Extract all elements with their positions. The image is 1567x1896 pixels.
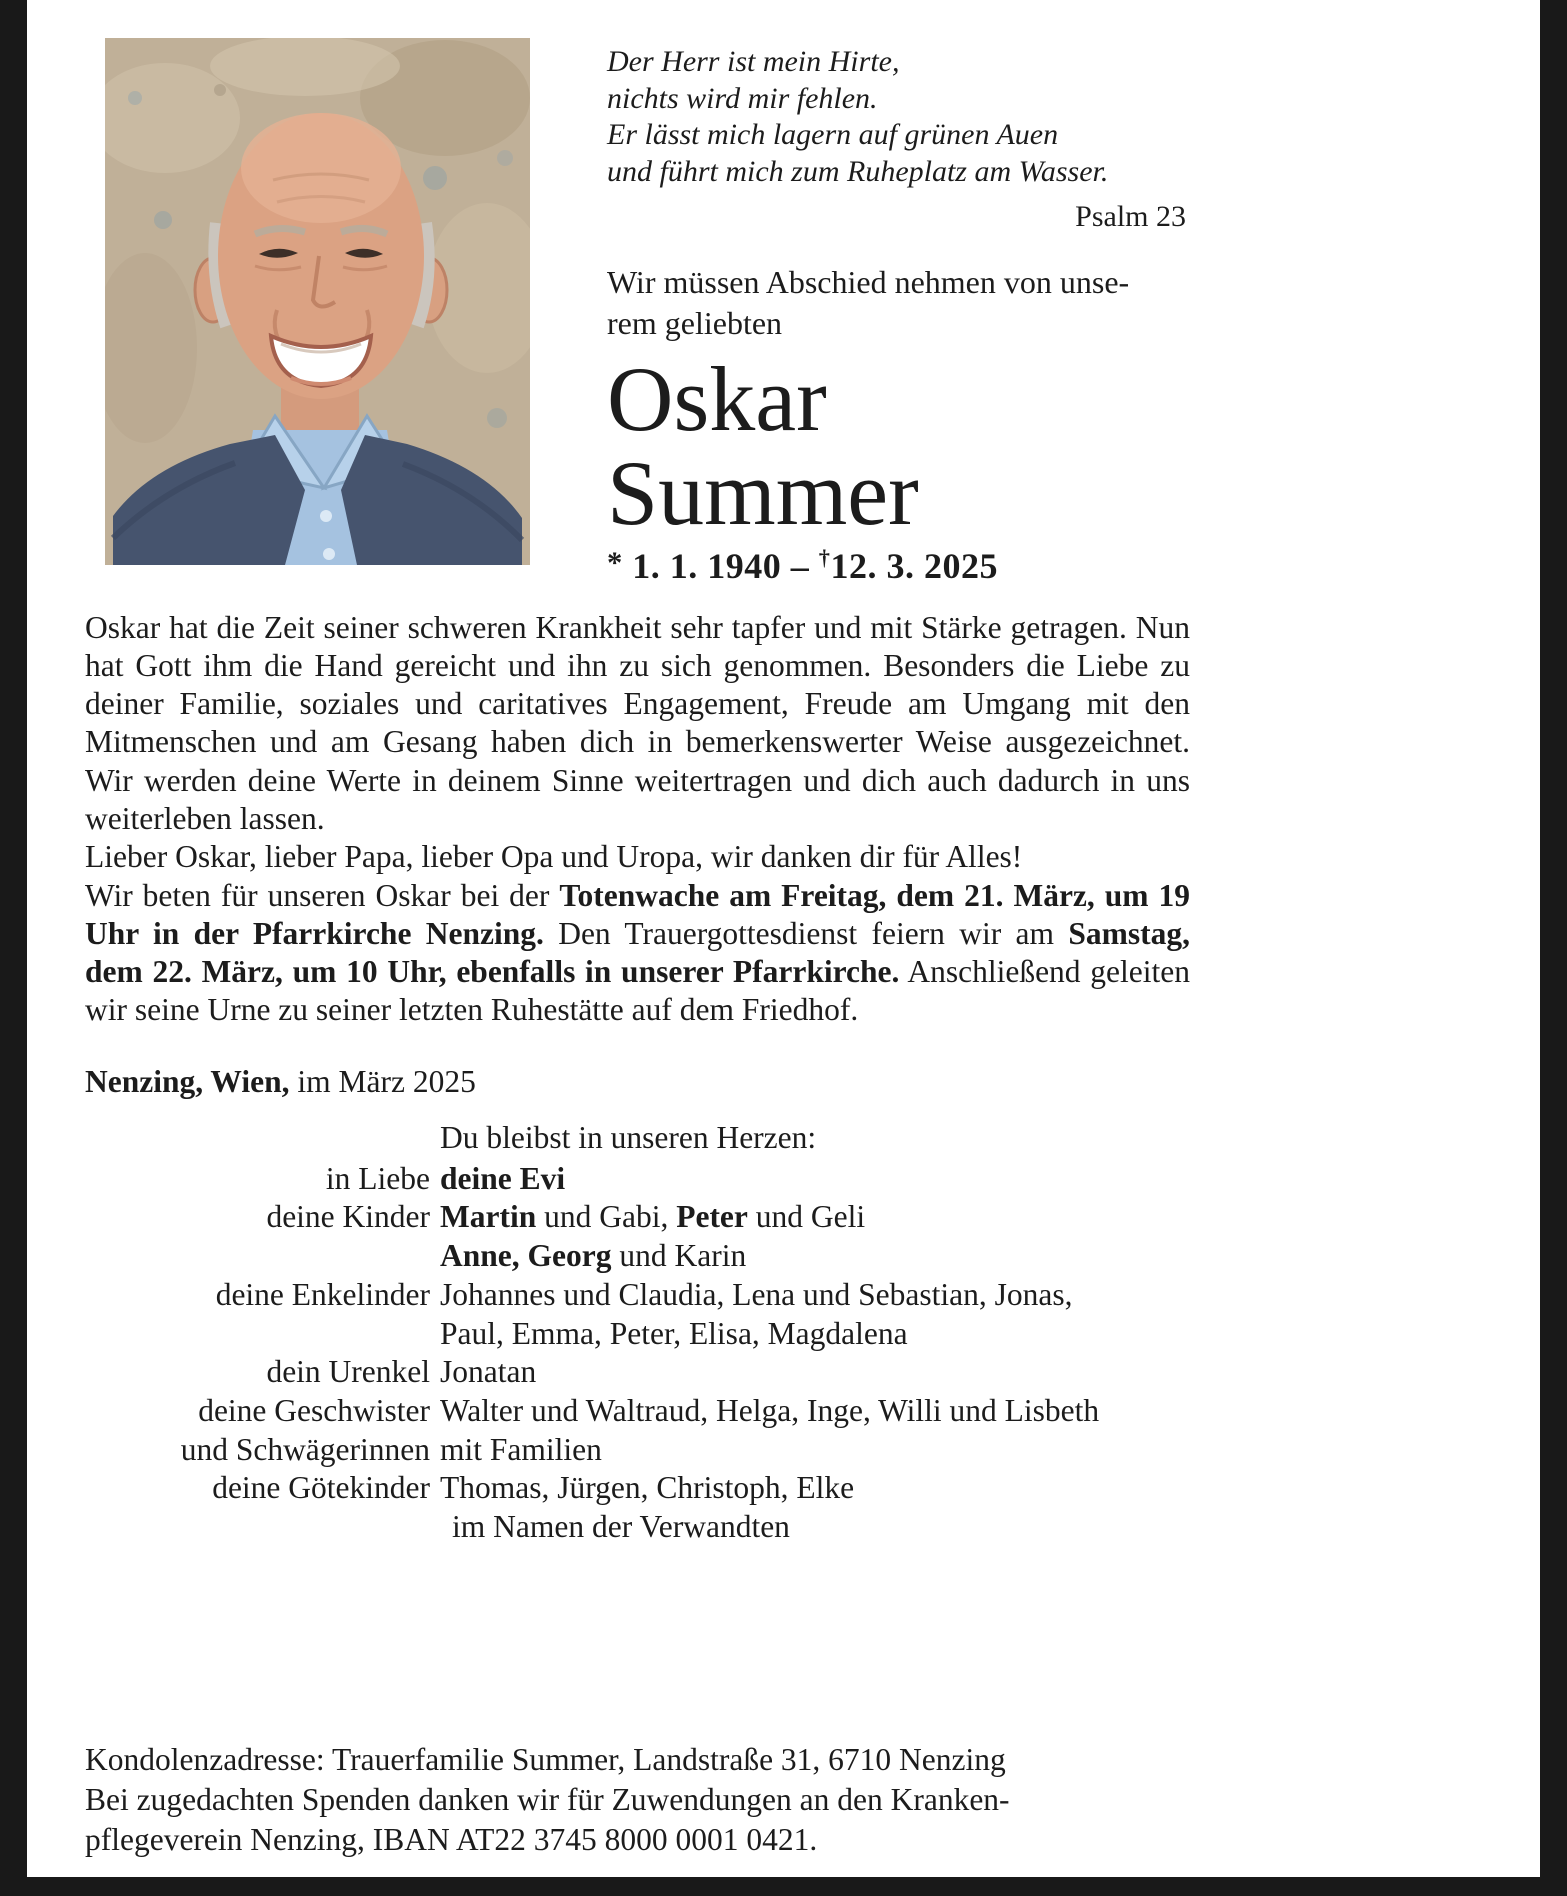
psalm-line: nichts wird mir fehlen. <box>607 81 878 115</box>
birth-symbol: * <box>607 545 623 580</box>
death-date: 12. 3. 2025 <box>830 545 998 586</box>
black-frame-bottom <box>0 1877 1567 1896</box>
remembrance-heading: Du bleibst in unseren Herzen: <box>440 1119 817 1155</box>
family-names: Jonatan <box>440 1354 537 1390</box>
footer-line: pflegeverein Nenzing, IBAN AT22 3745 8000 0001 0421. <box>85 1822 818 1857</box>
family-row <box>85 1469 1190 1508</box>
deceased-name <box>607 348 1190 544</box>
family-row <box>85 1315 1190 1354</box>
family-role-label: deine Enkelinder <box>215 1276 430 1312</box>
family-list <box>85 1160 1190 1509</box>
family-names: Johannes und Claudia, Lena und Sebastian, Jonas, <box>440 1276 1073 1312</box>
header-text-column <box>607 38 1190 587</box>
obituary-paragraph: Oskar hat die Zeit seiner schweren Krankheit sehr tapfer und mit Stärke getragen. Nun hat Gott ihm die Hand gereicht und ihn zu sich genommen. Besonders die Liebe zu deiner Familie, soziales und caritatives Engagement, Freude am Umgang mit den Mitmenschen und am Gesang haben dich in bemerkenswerter Weise ausgezeichnet. Wir werden deine Werte in deinem Sinne weitertragen und dich auch dadurch in uns weiterleben lassen. <box>85 609 1190 836</box>
intro-text <box>607 262 1190 343</box>
family-row <box>85 1276 1190 1315</box>
family-role-label: deine Kinder <box>266 1199 430 1235</box>
family-role-label <box>85 1237 430 1276</box>
family-row <box>85 1198 1190 1237</box>
family-row <box>85 1237 1190 1276</box>
psalm-line: Der Herr ist mein Hirte, <box>607 45 900 78</box>
condolence-footer <box>85 1740 1190 1860</box>
header-section <box>85 38 1190 587</box>
footer-line: Kondolenzadresse: Trauerfamilie Summer, Landstraße 31, 6710 Nenzing <box>85 1742 1006 1777</box>
family-row <box>85 1353 1190 1392</box>
family-row <box>85 1431 1190 1470</box>
black-frame-right <box>1540 0 1567 1896</box>
deceased-last-name: Summer <box>607 441 919 544</box>
life-dates <box>607 545 1190 587</box>
family-names: Martin und Gabi, Peter und Geli <box>440 1199 866 1235</box>
psalm-verse <box>607 44 1190 190</box>
portrait-photo-illustration <box>105 38 530 565</box>
family-role-label: deine Götekinder <box>212 1470 430 1506</box>
closing-line: im Namen der Verwandten <box>452 1509 790 1545</box>
family-names: Walter und Waltraud, Helga, Inge, Willi und Lisbeth <box>440 1392 1100 1428</box>
death-symbol: † <box>818 544 831 570</box>
black-frame-left <box>0 0 27 1896</box>
family-role-label: und Schwägerinnen <box>180 1431 430 1467</box>
intro-line: rem geliebten <box>607 304 783 341</box>
family-role-label: dein Urenkel <box>266 1354 430 1390</box>
family-names: Anne, Georg und Karin <box>440 1238 747 1274</box>
family-names: Thomas, Jürgen, Christoph, Elke <box>440 1470 855 1506</box>
dateline: Nenzing, Wien, im März 2025 <box>85 1063 476 1099</box>
family-names: deine Evi <box>440 1160 566 1196</box>
deceased-first-name: Oskar <box>607 348 827 450</box>
family-names: Paul, Emma, Peter, Elisa, Magdalena <box>440 1315 908 1351</box>
family-names: mit Familien <box>440 1431 602 1467</box>
portrait-photo <box>105 38 530 565</box>
psalm-line: Er lässt mich lagern auf grünen Auen <box>607 118 1059 152</box>
family-role-label: deine Geschwister <box>198 1392 430 1428</box>
psalm-attribution: Psalm 23 <box>1075 200 1186 234</box>
service-paragraph: Wir beten für unseren Oskar bei der Totenwache am Freitag, dem 21. März, um 19 Uhr in der Pfarrkirche Nenzing. Den Trauergottesdienst feiern wir am Samstag, dem 22. März, um 10 Uhr, ebenfalls in unserer Pfarrkirche. Anschließend geleiten wir seine Urne zu seiner letzten Ruhestätte auf dem Friedhof. <box>85 877 1190 1028</box>
intro-line: Wir müssen Abschied nehmen von unse- <box>607 264 1130 301</box>
family-role-label: in Liebe <box>325 1160 430 1196</box>
footer-line: Bei zugedachten Spenden danken wir für Zuwendungen an den Kranken- <box>85 1782 1010 1817</box>
obituary-body <box>85 609 1190 1030</box>
farewell-line: Lieber Oskar, lieber Papa, lieber Opa und Uropa, wir danken dir für Alles! <box>85 839 1023 875</box>
birth-date: 1. 1. 1940 <box>632 545 782 586</box>
family-row <box>85 1392 1190 1431</box>
date-separator: – <box>790 545 810 586</box>
family-row <box>85 1160 1190 1199</box>
family-role-label <box>85 1315 430 1354</box>
psalm-line: und führt mich zum Ruheplatz am Wasser. <box>607 154 1109 188</box>
notice-content <box>85 38 1190 1857</box>
